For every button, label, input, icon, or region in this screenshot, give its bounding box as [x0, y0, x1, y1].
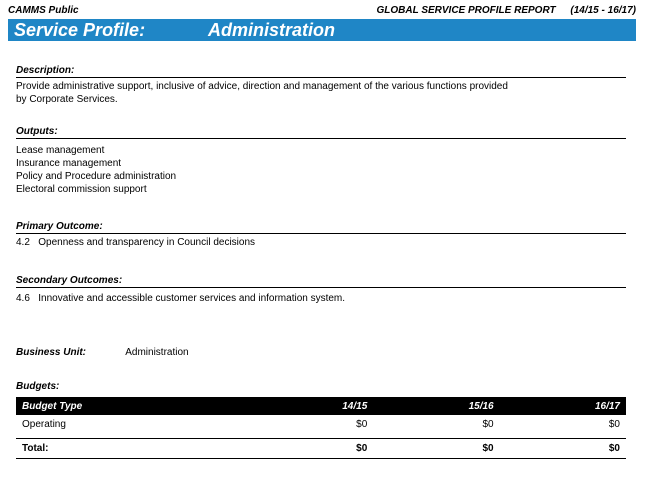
total-label: Total: — [16, 439, 303, 459]
primary-outcome-body — [16, 236, 626, 249]
description-section — [16, 65, 626, 106]
primary-outcome-heading: Primary Outcome: — [16, 221, 626, 234]
secondary-outcomes-body — [16, 292, 626, 305]
service-profile-banner — [8, 19, 636, 41]
total-16-17: $0 — [500, 439, 626, 459]
outputs-list — [16, 144, 626, 196]
list-item: Lease management — [16, 145, 105, 156]
col-16-17: 16/17 — [500, 397, 626, 415]
cell-15-16: $0 — [482, 419, 494, 430]
outputs-section — [16, 126, 626, 196]
report-period: (14/15 - 16/17) — [570, 5, 636, 16]
col-14-15: 14/15 — [303, 397, 373, 415]
description-heading: Description: — [16, 65, 626, 78]
list-item: Policy and Procedure administration — [16, 171, 177, 182]
description-line: Provide administrative support, inclusive of advice, direction and management of the various functions provided — [16, 81, 508, 92]
budgets-heading: Budgets: — [16, 381, 60, 392]
business-unit — [16, 347, 189, 358]
total-14-15: $0 — [303, 439, 373, 459]
list-item: 4.2 Openness and transparency in Council decisions — [16, 237, 256, 248]
col-budget-type: Budget Type — [16, 397, 303, 415]
report-header — [8, 5, 636, 17]
total-row — [16, 439, 626, 459]
cell-16-17: $0 — [608, 419, 620, 430]
budget-header-row — [16, 397, 626, 415]
business-unit-label: Business Unit: — [16, 347, 87, 358]
list-item: Electoral commission support — [16, 184, 147, 195]
list-item: 4.6 Innovative and accessible customer services and information system. — [16, 293, 346, 304]
report-title: GLOBAL SERVICE PROFILE REPORT — [376, 5, 556, 16]
description-line: by Corporate Services. — [16, 94, 118, 105]
table-row — [16, 415, 626, 434]
description-body — [16, 80, 626, 106]
org-name: CAMMS Public — [8, 5, 79, 16]
outputs-heading: Outputs: — [16, 126, 626, 139]
total-15-16: $0 — [373, 439, 499, 459]
secondary-outcomes-section — [16, 275, 626, 305]
cell-14-15: $0 — [356, 419, 368, 430]
list-item: Insurance management — [16, 158, 122, 169]
report-title-group — [377, 5, 637, 16]
col-15-16: 15/16 — [373, 397, 499, 415]
banner-value: Administration — [208, 20, 336, 40]
business-unit-value: Administration — [125, 347, 189, 358]
row-label: Operating — [22, 419, 66, 430]
budget-table — [16, 397, 626, 459]
banner-label: Service Profile: — [14, 20, 146, 40]
primary-outcome-section — [16, 221, 626, 249]
secondary-outcomes-heading: Secondary Outcomes: — [16, 275, 626, 288]
